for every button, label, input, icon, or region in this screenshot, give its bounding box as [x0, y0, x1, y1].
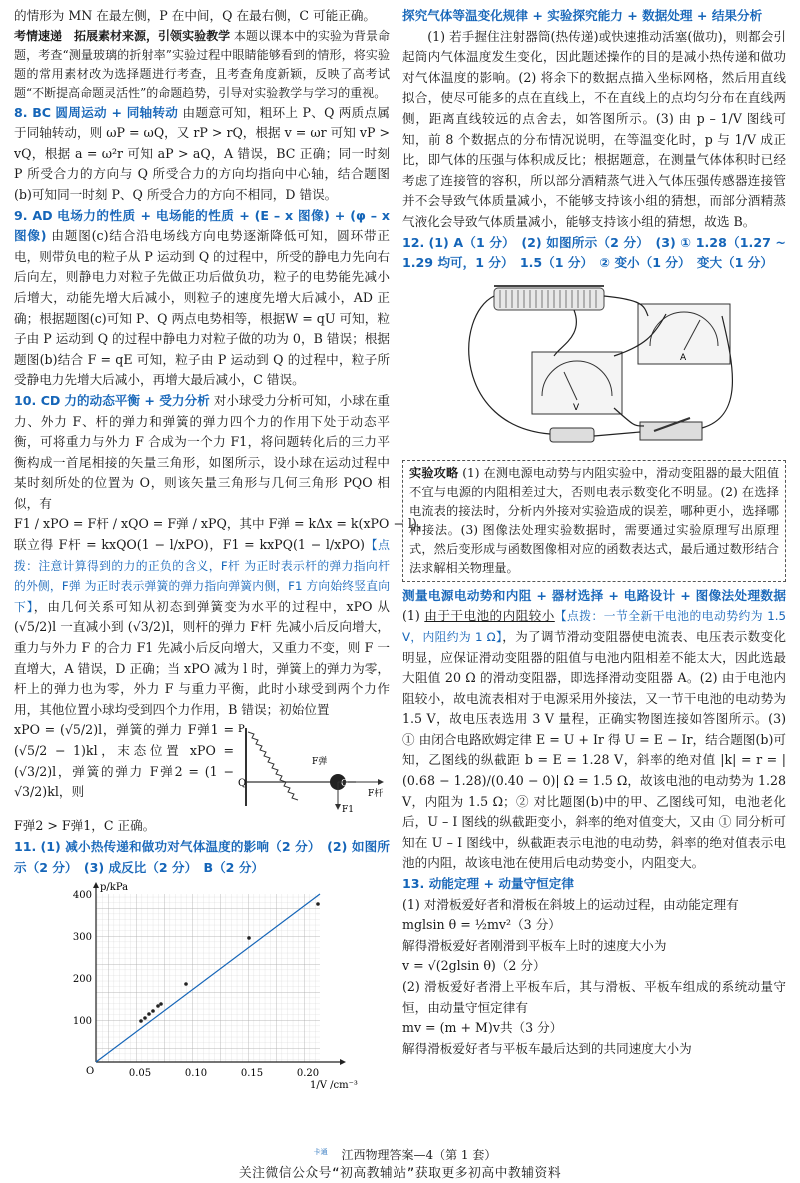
data-point — [247, 936, 251, 940]
y-tick-label: 400 — [72, 890, 92, 902]
experiment-tips-box — [402, 460, 786, 582]
q11-answer: (1) 减小热传递和做功对气体温度的影响（2 分） (2) 如图所示（2 分） (3) 成反比（2 分） B（2 分） — [14, 839, 390, 875]
q12-underlined: 由于干电池的内阻较小 — [424, 608, 555, 624]
q12-answer: (1) A（1 分） (2) 如图所示（2 分） (3) ① 1.28（1.27 ~ 1.29 均可，1 分） 1.5（1 分） ② 变小（1 分） 变大（1 分） — [402, 234, 786, 271]
x-tick-label: 0.05 — [128, 1068, 152, 1080]
q10-formula1: F1 / xPO = F杆 / xQO = F弹 / xPQ，其中 F弹 = kΔx = k(xPO − l)， — [14, 516, 430, 532]
q12-analysis-tags: 测量电源电动势和内阻 + 器材选择 + 电路设计 + 图像法处理数据 — [402, 587, 786, 603]
y-tick-label: 100 — [72, 1016, 92, 1028]
q13-line1: (1) 对滑板爱好者和滑板在斜坡上的运动过程，由动能定理有 — [402, 896, 739, 912]
y-ticks — [73, 890, 92, 1027]
q10-body2: ，由几何关系可知从初态到弹簧变为水平的过程中，xPO 从 (√5/2)l 一直减小到 (√3/2)l，则杆的弹力 F杆 先减小后反向增大，重力与外力 F 的合力 F1 先减小后反向增大，又重力不变，则 F 一直增大，A 错误，D 正确；当 xPO 减为 l 时，弹簧上的弹力为零，杆上的弹力也为零，外力 F 与重力平衡，此时小球受到两个力作用，其他位置小球均受到四个力作用，B 错误；初始位置 — [14, 598, 391, 717]
q12-analysis — [402, 586, 786, 874]
brand-logo: 卡通 — [313, 1147, 328, 1156]
data-point — [156, 1004, 160, 1008]
q13-line3: (2) 滑板爱好者滑上平板车后，其与滑板、平板车组成的系统动量守恒，由动量守恒定律有 — [402, 979, 786, 1015]
q8-number: 8. BC — [14, 104, 52, 120]
x-tick-label: 0.10 — [184, 1068, 208, 1080]
q8-body: 由题意可知，粗环上 P、Q 两质点属于同轴转动，则 ωP = ωQ，又 rP > rQ，根据 v = ωr 可知 vP > vQ，根据 a = ω²r 可知 aP > aQ，A 错误，BC 正确；同一时刻 P 所受合力的方向与 Q 所受合力的方向均指向中心轴，结合题图(b)可知同一时刻 P、Q 所受合力的方向不相同，D 错误。 — [14, 104, 390, 202]
f-rod-head — [378, 779, 384, 785]
q11-analysis-tags: 探究气体等温变化规律 + 实验探究能力 + 数据处理 + 结果分析 — [402, 8, 763, 23]
page-footer — [0, 1146, 800, 1163]
tips-body: (1) 在测电源电动势与内阻实验中，滑动变阻器的最大阻值不宜与电源的内阻相差过大，否则电表示数变化不明显。(2) 在选择电流表的接法时，分析内外接对实验造成的误差，哪种更小，选择哪种接法。(3) 图像法处理实验数据时，需要通过实验原理写出原理式，然后变形成与函数图像相对应的函数表达式，最后通过数形结合法求解相关物理量。 — [409, 465, 780, 575]
intro-text: 的情形为 MN 在最左侧，P 在中间，Q 在最右侧，C 可能正确。 — [14, 8, 377, 23]
x-axis-label: 1/V /cm⁻³ — [310, 1080, 358, 1092]
q8-block — [14, 103, 390, 206]
y-tick-label: 300 — [72, 932, 92, 944]
q13-heading: 13. 动能定理 + 动量守恒定律 — [402, 876, 574, 892]
y-tick-label: 200 — [72, 974, 92, 986]
q10-block — [14, 391, 390, 515]
q9-tags: 电场力的性质 + 电场能的性质 + (E – x 图像) + (φ – x 图像) — [14, 207, 390, 244]
q12-note: 【点拨：一节全新干电池的电动势约为 1.5 V，内阻约为 1 Ω】 — [402, 609, 787, 644]
q13-line2: 解得滑板爱好者刚滑到平板车上时的速度大小为 — [402, 937, 667, 953]
data-point — [159, 1002, 163, 1006]
tips-title: 实验攻略 — [409, 465, 459, 480]
q10-block2 — [14, 535, 390, 720]
q12-block — [402, 233, 786, 274]
q12-number: 12. — [402, 234, 425, 250]
data-point — [139, 1019, 143, 1023]
q13-formula1: mglsin θ = ½mv²（3 分） — [402, 917, 561, 933]
label-fspring: F弹 — [312, 757, 328, 768]
q8-tags: 圆周运动 + 同轴转动 — [55, 104, 179, 120]
rheostat — [494, 288, 604, 310]
q10-figure-wrap — [14, 720, 390, 816]
q10-tags: 力的动态平衡 + 受力分析 — [64, 392, 210, 408]
q12-body-a: (1) — [402, 608, 425, 624]
y-axis-label: p/kPa — [100, 882, 129, 894]
callout-body: 本题以课本中的实验为背景命题，考查“测量玻璃的折射率”实验过程中眼睛能够看到的情形，将实验题的常用素材改为选择题进行考查，且考查角度新颖，反映了高考试题“不断提高命题灵活性”的命题趋势，引导对实验教学与学习的重视。 — [14, 28, 390, 100]
force-diagram — [238, 722, 388, 814]
ammeter-symbol: A — [680, 352, 687, 363]
x-tick-label: 0.20 — [296, 1068, 320, 1080]
circuit-diagram — [434, 276, 754, 456]
q10-body1: 对小球受力分析可知，小球在重力、外力 F、杆的弹力和弹簧的弹力四个力的作用下处于动态平衡，可将重力与外力 F 合成为一个力 F1，将问题转化后的三力平衡构成一首尾相接的矢量三角形，如图所示，设小球在运动过程中某时刻所处的位置为 O，则该矢量三角形与几何三角形 PQO 相似，有 — [14, 392, 390, 511]
q11-analysis — [402, 6, 786, 27]
q13-formula2: v = √(2glsin θ)（2 分） — [402, 958, 546, 974]
data-point — [143, 1016, 147, 1020]
label-q: Q — [238, 778, 247, 790]
right-column — [402, 6, 786, 1059]
x-axis-head — [340, 1059, 346, 1065]
q10-body3: xPO = (√5/2)l，弹簧的弹力 F弹1 = (√5/2 − 1)kl，末态位置 xPO = (√3/2)l，弹簧的弹力 F弹2 = (1 − √3/2)kl，则 — [14, 722, 234, 800]
label-o: O — [341, 779, 349, 790]
spring-coil — [248, 732, 298, 800]
q11-analysis-body: (1) 若手握住注射器筒(热传递)或快速推动活塞(做功)，则都会引起筒内气体温度发生变化，因此题述操作的目的是减小热传递和做功对气体温度的影响。(2) 将余下的数据点描入坐标网格，然后用直线拟合，使尽可能多的点在直线上，不在直线上的点均匀分布在直线两侧，距离直线较远的点舍去，如答图所示。(3) 由 p – 1/V 图线可知，前 8 个数据点的分布情况说明，在等温变化时，p 与 1/V 成正比，即气体的压强与体积成反比；根据题意，在测量气体体积时已经考虑了连接管的容积，所以部分酒精蒸气进入气体压强传感器连接管并不会导致气体质量减小，不能够支持该小组的猜想，而部分酒精蒸气液化会导致气体质量减小，能够支持该小组的猜想，故选 B。 — [402, 28, 786, 229]
wire — [554, 310, 576, 356]
q10-body4: F弹2 > F弹1，C 正确。 — [14, 818, 156, 834]
callout-title: 考情速递 拓展素材来源，引领实验教学 — [14, 28, 231, 43]
x-tick-label: 0.15 — [240, 1068, 264, 1080]
page-label: 江西物理答案—4（第 1 套） — [341, 1148, 497, 1162]
exam-callout — [14, 27, 390, 103]
q10-formula2: 联立得 F杆 = kxQO(1 − l/xPO)，F1 = kxPQ(1 − l/xPO) — [14, 537, 365, 553]
voltmeter-symbol: V — [573, 402, 580, 413]
data-point — [151, 1009, 155, 1013]
battery — [550, 428, 594, 442]
data-point — [316, 902, 320, 906]
label-p: P — [238, 724, 245, 736]
q13-formula3: mv = (m + M)v共（3 分） — [402, 1020, 563, 1036]
q10-number: 10. CD — [14, 392, 61, 408]
label-f1: F1 — [342, 805, 354, 816]
q10-note: 【点拨：注意计算得到的力的正负的含义，F杆 为正时表示杆的弹力指向杆的外侧，F弹 为正时表示弹簧的弹力指向弹簧内侧，F1 方向始终竖直向下】 — [14, 538, 390, 614]
q11-number: 11. — [14, 839, 37, 854]
q11-block — [14, 837, 390, 878]
origin-label: O — [86, 1066, 95, 1078]
x-ticks — [129, 1068, 319, 1079]
label-frod: F杆 — [368, 789, 384, 800]
f1-head — [335, 804, 341, 810]
wire — [594, 432, 640, 436]
data-point — [147, 1012, 151, 1016]
promo-line: 关注微信公众号“初高教辅站”获取更多初高中教辅资料 — [238, 1166, 562, 1181]
data-point — [184, 982, 188, 986]
q9-number: 9. AD — [14, 207, 53, 223]
q13-line4: 解得滑板爱好者与平板车最后达到的共同速度大小为 — [402, 1040, 692, 1056]
q9-body: 由题图(c)结合沿电场线方向电势逐渐降低可知，圆环带正电，则带负电的粒子从 P 运动到 Q 的过程中，所受的静电力先向右后向左，则静电力对粒子先做正功后做负功，粒子的电势能先减小后增大，动能先增大后减小，则粒子的速度先增大后减小，AD 正确；根据题图(c)可知 P、Q 两点电势相等，根据W = qU 可知，粒子由 P 运动到 Q 的过程中静电力对粒子做的功为 0，B 错误；根据题图(b)结合 F = qE 可知，粒子由 P 运动到 Q 的过程中，粒子所受静电力先增大后减小，再增大最后减小，C 错误。 — [14, 228, 390, 388]
y-axis-head — [93, 882, 99, 888]
p-vs-inv-v-graph — [52, 880, 358, 1092]
q9-block — [14, 206, 390, 391]
q12-body-b: ，为了调节滑动变阻器使电流表、电压表示数变化明显，应保证滑动变阻器的阻值与电池内阻相差不能太大，因此选最大阻值 20 Ω 的滑动变阻器，即选择滑动变阻器 A。(2) 由于电池内阻较小，故电流表相对于电源采用外接法，又一节干电池的电动势为 1.5 V，故电压表选用 3 V 量程，正确实物图连接如答图所示。(3) ① 由闭合电路欧姆定律 E = U + Ir 得 U = E − Ir，结合题图(b)可知，乙图线的纵截距 b = E = 1.28 V，斜率的绝对值 |k| = r = |(0.68 − 1.28)/(0.40 − 0)| Ω = 1.5 Ω，故该电池的电动势为 1.28 V，内阻为 1.5 Ω；② 对比题图(b)中的甲、乙图线可知，电池老化后，U – I 图线的纵截距变小，斜率的绝对值变大，又由 ① 同分析可知在 U – I 图线中，纵截距表示电池的电动势，斜率的绝对值表示电池的内阻，故该电池在使用后电动势变小，内阻变大。 — [402, 628, 786, 871]
